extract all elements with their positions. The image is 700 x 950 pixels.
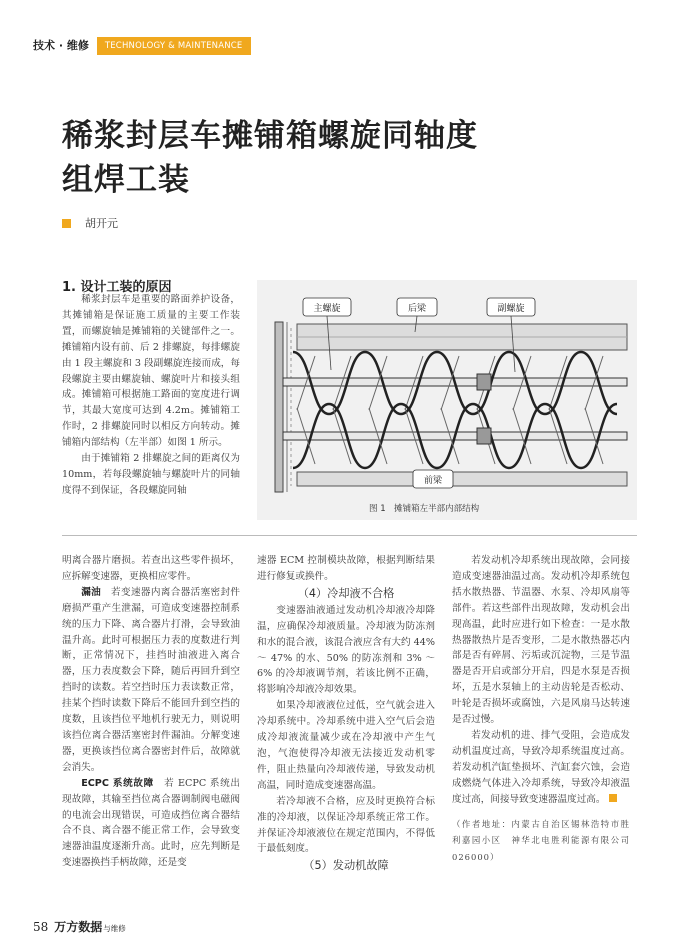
figure-1	[257, 280, 637, 520]
col2-paragraph-4: 若冷却液不合格，应及时更换符合标准的冷却液，以保证冷却系统正常工作。并保证冷却液液位在规定范围内，不得低于最低刻度。	[257, 795, 435, 855]
magazine-subtitle: 与维修	[103, 924, 126, 933]
title-line-2: 组焊工装	[62, 162, 190, 198]
col1-paragraph-1: 明离合器片磨损。若查出这些零件损坏，应拆解变速器，更换相应零件。	[62, 555, 240, 582]
magazine-name: 万方数据	[54, 920, 103, 934]
ecpc-heading: ECPC 系统故障	[81, 777, 154, 789]
col3-paragraph-2	[452, 728, 630, 808]
intro-column	[62, 292, 240, 499]
label-rear-beam: 后梁	[407, 304, 427, 314]
section-1-heading: 1. 设计工装的原因	[62, 280, 172, 295]
article-title	[62, 114, 622, 202]
leak-heading: 漏油	[81, 586, 102, 598]
page-number: 58	[33, 920, 49, 934]
section-name-cn: 技术 · 维修	[33, 39, 89, 52]
column-3	[452, 553, 630, 865]
spreader-box-diagram	[257, 280, 637, 520]
col3-paragraph-1: 若发动机冷却系统出现故障，会同接造成变速器油温过高。发动机冷却系统包括水散热器、节温器、水泵、冷却风扇等部件。若这些部件出现故障，发动机会出现高温，此时应进行如下检查：一是水散热器散热片是否变形，二是水散热器芯内部是否有碎屑、污垢或沉淀物，三是节温器是否开启或部分开启，四是水泵是否损坏，五是水泵轴上的主动齿轮是否松动、叶轮是否损坏或腐蚀，六是风扇马达转速是否过慢。	[452, 555, 630, 726]
ecpc-text: 若 ECPC 系统出现故障，其输至挡位离合器调制阀电磁阀的电流会出现错误，可造成挡位离合器结合不良、离合器不能正常工作，会导致变速器油温度逐渐升高。此时，应先判断是变速器换挡手柄故障，还是变	[62, 777, 240, 869]
author-name: 胡开元	[85, 217, 118, 230]
label-front-beam: 前梁	[423, 476, 443, 486]
page-footer	[33, 918, 126, 935]
intro-paragraph-1: 稀浆封层车是重要的路面养护设备，其摊铺箱是保证施工质量的主要工作装置，而螺旋轴是摊铺箱的关键部件之一。摊铺箱内设有前、后 2 排螺旋，每排螺旋由 1 段主螺旋和 3 段副螺旋连接而成，每段螺旋主要由螺旋轴、螺旋叶片和接头组成。摊铺箱可根据施工路面的宽度进行调节，其最大宽度可达到 4.2m。摊铺箱工作时，2 排螺旋同时以相反方向转动。摊铺箱内部结构（左半部）如图 1 所示。	[62, 294, 240, 449]
end-mark-icon	[609, 794, 617, 802]
rear-joint	[477, 374, 491, 390]
col2-paragraph-3: 如果冷却液液位过低，空气就会进入冷却系统中。冷却系统中进入空气后会造成冷却液流量减少或在冷却液中产生气泡，气泡使得冷却液无法接近发动机零件，阻止热量向冷却液传递，导致发动机高温，同时造成变速器高温。	[257, 700, 435, 791]
intro-paragraph-2: 由于摊铺箱 2 排螺旋之间的距离仅为 10mm，若每段螺旋轴与螺旋叶片的同轴度得不到保证，各段螺旋同轴	[62, 453, 240, 496]
front-beam	[297, 472, 627, 486]
author-line	[62, 215, 118, 231]
col1-paragraph-3	[62, 776, 240, 871]
col2-paragraph-1: 速器 ECM 控制模块故障，根据判断结果进行修复或换件。	[257, 555, 435, 582]
label-main-screw: 主螺旋	[313, 304, 341, 314]
divider	[62, 535, 637, 536]
figure-caption: 图 1 摊铺箱左半部内部结构	[369, 504, 480, 514]
subheading-5: （5）发动机故障	[303, 859, 389, 873]
author-address: （作者地址：内蒙古自治区锡林浩特市胜利嘉园小区 神华北电胜利能源有限公司 026000）	[452, 818, 630, 862]
column-2	[257, 553, 435, 875]
label-sub-screw: 副螺旋	[497, 304, 525, 314]
column-1	[62, 553, 240, 871]
side-plate	[275, 322, 283, 492]
section-name-en: TECHNOLOGY & MAINTENANCE	[97, 37, 251, 55]
author-square-icon	[62, 219, 71, 228]
col3-paragraph-2-text: 若发动机的进、排气受阻，会造成发动机温度过高，导致冷却系统温度过高。若发动机汽缸垫损坏、汽缸套穴蚀，会造成燃烧气体进入冷却系统，导致冷却液温度过高，间接导致变速器温度过高。	[452, 729, 630, 805]
section-header	[33, 37, 251, 55]
title-line-1: 稀浆封层车摊铺箱螺旋同轴度	[62, 118, 478, 154]
leak-text: 若变速器内离合器活塞密封件磨损严重产生泄漏，可造成变速器控制系统的压力下降、离合器片打滑，会导致油温升高。此时可根据压力表的度数进行判断，正常情况下，挂挡时油液进入离合器，压力表度数会下降，随后再回升到空挡时的读数。若空挡时压力表读数正常，挂某个挡时读数下降后不能回升到空挡的度数，且该挡位平地机行驶无力，则说明该挡位离合器活塞密封件漏油。分解变速器，更换该挡位离合器密封件后，故障就会消失。	[62, 586, 241, 773]
subheading-4: （4）冷却液不合格	[297, 586, 395, 600]
col1-paragraph-2	[62, 585, 240, 776]
col2-paragraph-2: 变速器油液通过发动机冷却液冷却降温，应确保冷却液质量。冷却液为防冻剂和水的混合液，该混合液应含有大约 44% ～ 47% 的水、50% 的防冻剂和 3% ～ 6% 的冷却液调节剂，若该比例不正确，将影响冷却液冷却效果。	[257, 604, 435, 696]
front-joint	[477, 428, 491, 444]
